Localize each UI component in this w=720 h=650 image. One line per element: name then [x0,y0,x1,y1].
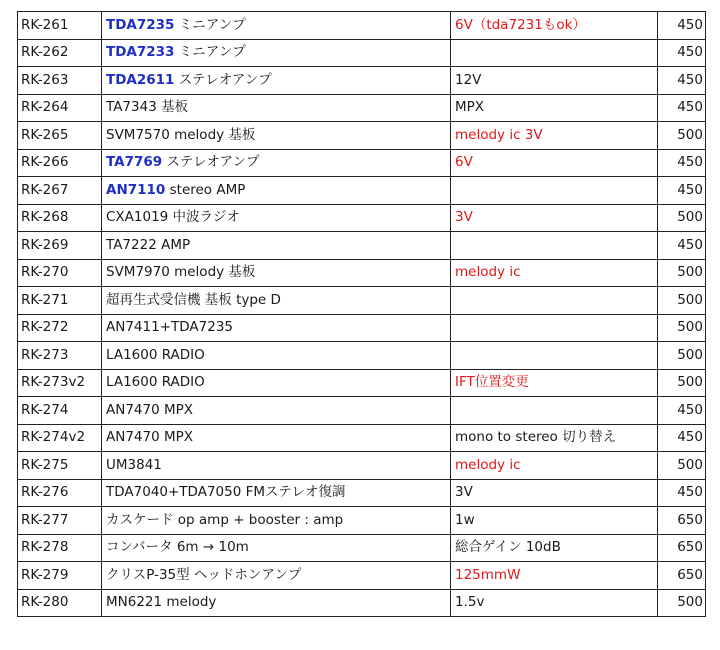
description-cell [102,12,451,40]
note-cell [451,397,658,425]
kit-id-cell: RK-264 [18,94,102,122]
price-cell: 450 [658,177,706,205]
description-cell [102,397,451,425]
description-text: コンバータ 6m → 10m [106,539,249,555]
note-cell: mono to stereo 切り替え [451,424,658,452]
note-cell: 1w [451,507,658,535]
description-cell [102,507,451,535]
kit-id-cell: RK-270 [18,259,102,287]
description-text: CXA1019 中波ラジオ [106,209,241,225]
price-cell: 450 [658,397,706,425]
table-row [18,259,706,287]
price-cell: 450 [658,67,706,95]
chip-model: TDA7235 [106,16,175,33]
chip-model: TA7769 [106,154,163,170]
chip-model: AN7110 [106,181,166,198]
note-cell: 1.5v [451,589,658,617]
description-text: AN7470 MPX [106,429,194,445]
description-text: TDA7040+TDA7050 FMステレオ復調 [106,484,346,500]
description-cell [102,479,451,507]
table-row [18,424,706,452]
note-cell: 125mmW [451,562,658,590]
description-cell [102,424,451,452]
description-text: ミニアンプ [174,44,246,60]
price-cell: 500 [658,342,706,370]
note-cell: IFT位置変更 [451,369,658,397]
price-cell: 450 [658,39,706,67]
kit-id-cell: RK-262 [18,39,102,67]
note-cell: melody ic [451,452,658,480]
table-row [18,562,706,590]
kit-id-cell: RK-274v2 [18,424,102,452]
kit-id-cell: RK-278 [18,534,102,562]
kit-id-cell: RK-266 [18,149,102,177]
table-row [18,204,706,232]
table-row [18,149,706,177]
description-cell [102,94,451,122]
note-cell: melody ic 3V [451,122,658,150]
description-cell [102,149,451,177]
price-cell: 500 [658,122,706,150]
note-cell [451,342,658,370]
kit-id-cell: RK-280 [18,589,102,617]
kit-id-cell: RK-276 [18,479,102,507]
description-cell [102,342,451,370]
parts-list-body [18,12,706,617]
description-text: AN7470 MPX [106,401,194,418]
kit-id-cell: RK-267 [18,177,102,205]
description-text: AN7411+TDA7235 [106,319,233,335]
table-row [18,314,706,342]
description-text: LA1600 RADIO [106,346,205,363]
description-cell [102,259,451,287]
description-text: カスケード op amp + booster : amp [106,511,344,528]
price-cell: 500 [658,287,706,315]
table-row [18,12,706,40]
note-cell [451,232,658,260]
note-cell [451,287,658,315]
kit-id-cell: RK-265 [18,122,102,150]
kit-id-cell: RK-275 [18,452,102,480]
note-cell [451,314,658,342]
note-cell: melody ic [451,259,658,287]
description-cell [102,287,451,315]
table-row [18,342,706,370]
table-row [18,589,706,617]
table-row [18,534,706,562]
price-cell: 450 [658,12,706,40]
note-cell: 6V [451,149,658,177]
note-cell: 3V [451,479,658,507]
description-cell [102,232,451,260]
kit-id-cell: RK-273 [18,342,102,370]
kit-id-cell: RK-274 [18,397,102,425]
description-text: 超再生式受信機 基板 type D [106,291,281,308]
kit-id-cell: RK-279 [18,562,102,590]
parts-list-table [17,11,706,617]
price-cell: 500 [658,369,706,397]
description-text: ステレオアンプ [174,71,272,88]
chip-model: TDA7233 [106,44,175,60]
kit-id-cell: RK-268 [18,204,102,232]
description-text: TA7222 AMP [106,236,191,253]
description-cell [102,122,451,150]
note-cell [451,39,658,67]
chip-model: TDA2611 [106,71,175,88]
description-text: stereo AMP [165,181,246,198]
description-cell [102,177,451,205]
table-row [18,67,706,95]
description-text: LA1600 RADIO [106,374,205,390]
table-row [18,232,706,260]
description-cell [102,369,451,397]
table-row [18,479,706,507]
price-cell: 450 [658,479,706,507]
price-cell: 450 [658,94,706,122]
price-cell: 650 [658,507,706,535]
kit-id-cell: RK-273v2 [18,369,102,397]
kit-id-cell: RK-269 [18,232,102,260]
description-text: ミニアンプ [174,16,246,33]
description-text: UM3841 [106,456,162,473]
description-text: ステレオアンプ [162,154,260,170]
table-row [18,452,706,480]
description-text: TA7343 基板 [106,99,189,115]
kit-id-cell: RK-263 [18,67,102,95]
description-cell [102,314,451,342]
price-cell: 500 [658,314,706,342]
description-cell [102,67,451,95]
price-cell: 500 [658,589,706,617]
description-cell [102,562,451,590]
description-text: MN6221 melody [106,594,217,610]
description-cell [102,534,451,562]
price-cell: 450 [658,232,706,260]
description-text: クリスP-35型 ヘッドホンアンプ [106,566,302,583]
price-cell: 650 [658,562,706,590]
price-cell: 450 [658,149,706,177]
table-row [18,369,706,397]
note-cell [451,177,658,205]
table-row [18,397,706,425]
table-row [18,177,706,205]
kit-id-cell: RK-272 [18,314,102,342]
note-cell: 総合ゲイン 10dB [451,534,658,562]
price-cell: 450 [658,424,706,452]
table-row [18,39,706,67]
price-cell: 500 [658,259,706,287]
note-cell: MPX [451,94,658,122]
note-cell: 12V [451,67,658,95]
description-cell [102,452,451,480]
note-cell: 6V（tda7231もok） [451,12,658,40]
kit-id-cell: RK-261 [18,12,102,40]
description-cell [102,39,451,67]
kit-id-cell: RK-277 [18,507,102,535]
description-text: SVM7570 melody 基板 [106,126,256,143]
note-cell: 3V [451,204,658,232]
kit-id-cell: RK-271 [18,287,102,315]
price-cell: 500 [658,452,706,480]
price-cell: 500 [658,204,706,232]
description-text: SVM7970 melody 基板 [106,264,256,280]
description-cell [102,204,451,232]
table-row [18,507,706,535]
table-row [18,287,706,315]
table-row [18,94,706,122]
price-cell: 650 [658,534,706,562]
table-row [18,122,706,150]
description-cell [102,589,451,617]
